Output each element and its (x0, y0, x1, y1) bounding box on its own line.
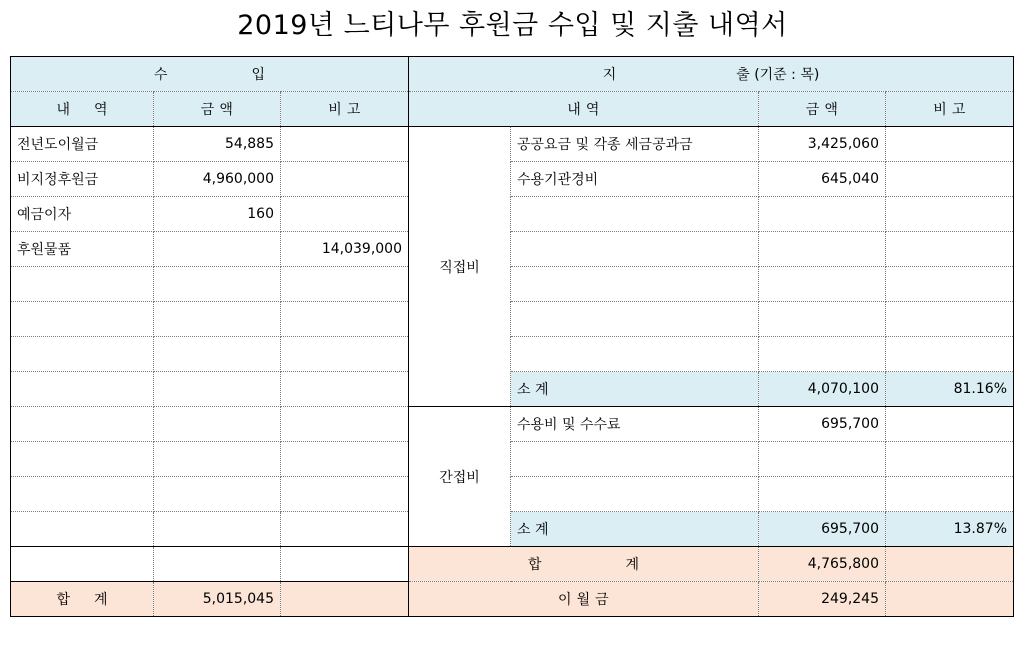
table-row (11, 232, 1014, 267)
expense-item (511, 232, 759, 267)
income-item: 후원물품 (11, 232, 154, 267)
table-row (11, 197, 1014, 232)
income-item (11, 337, 154, 372)
income-item (11, 302, 154, 337)
income-total-label: 합 계 (11, 582, 154, 617)
expense-amount (759, 442, 886, 477)
income-amount (154, 267, 281, 302)
document-title: 2019년 느티나무 후원금 수입 및 지출 내역서 (237, 10, 788, 41)
income-item: 비지정후원금 (11, 162, 154, 197)
income-amount (154, 232, 281, 267)
indirect-cost-label: 간접비 (409, 407, 511, 547)
income-col-note: 비 고 (281, 92, 409, 127)
income-item (11, 512, 154, 547)
income-note (281, 302, 409, 337)
income-note (281, 127, 409, 162)
expense-item (511, 197, 759, 232)
income-note (281, 372, 409, 407)
expense-col-amount: 금 액 (759, 92, 886, 127)
income-item (11, 267, 154, 302)
expense-amount: 645,040 (759, 162, 886, 197)
income-total-amount: 5,015,045 (154, 582, 281, 617)
indirect-subtotal-amount: 695,700 (759, 512, 886, 547)
expense-note (886, 267, 1014, 302)
expense-col-note: 비 고 (886, 92, 1014, 127)
table-row (11, 337, 1014, 372)
expense-total-row (11, 547, 1014, 582)
income-note (281, 512, 409, 547)
income-item (11, 407, 154, 442)
expense-total-amount: 4,765,800 (759, 547, 886, 582)
expense-item (511, 267, 759, 302)
expense-amount (759, 302, 886, 337)
table-row (11, 127, 1014, 162)
indirect-subtotal-note: 13.87% (886, 512, 1014, 547)
expense-amount: 695,700 (759, 407, 886, 442)
table-row (11, 442, 1014, 477)
expense-note (886, 232, 1014, 267)
income-amount (154, 512, 281, 547)
income-item (11, 547, 154, 582)
table-row (11, 302, 1014, 337)
direct-subtotal-row (11, 372, 1014, 407)
income-note (281, 337, 409, 372)
expense-amount (759, 197, 886, 232)
income-note (281, 407, 409, 442)
expense-note (886, 337, 1014, 372)
income-amount (154, 372, 281, 407)
income-item (11, 372, 154, 407)
income-header: 수 입 (11, 57, 409, 92)
expense-item: 공공요금 및 각종 세금공과금 (511, 127, 759, 162)
income-item (11, 442, 154, 477)
expense-amount (759, 477, 886, 512)
expense-item (511, 337, 759, 372)
income-amount (154, 407, 281, 442)
expense-item: 수용기관경비 (511, 162, 759, 197)
income-amount (154, 477, 281, 512)
expense-col-item: 내 역 (409, 92, 759, 127)
income-note (281, 162, 409, 197)
direct-cost-label: 직접비 (409, 127, 511, 407)
expense-amount: 3,425,060 (759, 127, 886, 162)
table-row (11, 162, 1014, 197)
income-amount: 160 (154, 197, 281, 232)
expense-item (511, 302, 759, 337)
expense-item: 수용비 및 수수료 (511, 407, 759, 442)
carry-forward-note (886, 582, 1014, 617)
section-header-row (11, 57, 1014, 92)
expense-note (886, 442, 1014, 477)
table-row (11, 267, 1014, 302)
income-note (281, 197, 409, 232)
direct-subtotal-note: 81.16% (886, 372, 1014, 407)
table-row (11, 477, 1014, 512)
expense-item (511, 442, 759, 477)
direct-subtotal-amount: 4,070,100 (759, 372, 886, 407)
income-amount (154, 302, 281, 337)
income-note (281, 267, 409, 302)
expense-total-label: 합 계 (409, 547, 759, 582)
expense-note (886, 127, 1014, 162)
indirect-subtotal-row (11, 512, 1014, 547)
income-note: 14,039,000 (281, 232, 409, 267)
income-expense-table (10, 56, 1014, 617)
income-amount (154, 442, 281, 477)
expense-total-note (886, 547, 1014, 582)
income-amount: 4,960,000 (154, 162, 281, 197)
expense-amount (759, 337, 886, 372)
indirect-subtotal-label: 소 계 (511, 512, 759, 547)
grand-total-row (11, 582, 1014, 617)
income-amount (154, 547, 281, 582)
income-total-note (281, 582, 409, 617)
column-header-row (11, 92, 1014, 127)
income-amount (154, 337, 281, 372)
expense-amount (759, 232, 886, 267)
income-note (281, 547, 409, 582)
carry-forward-amount: 249,245 (759, 582, 886, 617)
income-amount: 54,885 (154, 127, 281, 162)
expense-amount (759, 267, 886, 302)
direct-subtotal-label: 소 계 (511, 372, 759, 407)
income-note (281, 442, 409, 477)
income-item (11, 477, 154, 512)
table-row (11, 407, 1014, 442)
expense-note (886, 162, 1014, 197)
expense-header: 지 출 (기준 : 목) (409, 57, 1014, 92)
income-item: 예금이자 (11, 197, 154, 232)
expense-note (886, 477, 1014, 512)
income-col-item: 내 역 (11, 92, 154, 127)
carry-forward-label: 이 월 금 (409, 582, 759, 617)
expense-note (886, 407, 1014, 442)
expense-note (886, 197, 1014, 232)
income-item: 전년도이월금 (11, 127, 154, 162)
income-note (281, 477, 409, 512)
expense-note (886, 302, 1014, 337)
income-col-amount: 금 액 (154, 92, 281, 127)
expense-item (511, 477, 759, 512)
